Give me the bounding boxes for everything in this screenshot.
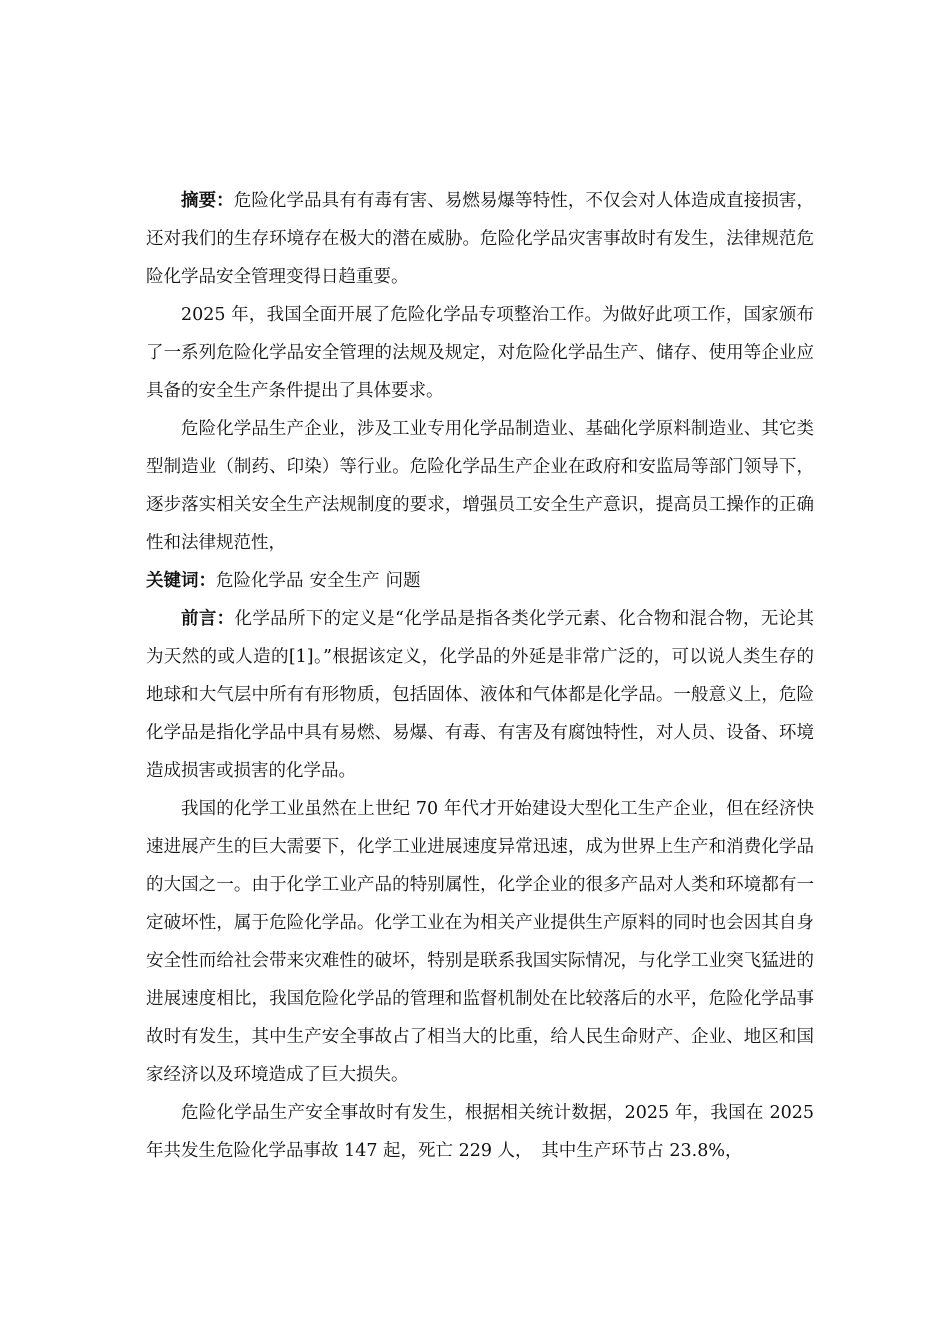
keywords-label: 关键词： <box>146 571 216 591</box>
keyword-item: 问题 <box>385 571 421 591</box>
preface-text: 化学品所下的定义是“化学品是指各类化学元素、化合物和混合物，无论其为天然的或人造的[1]。”根据该定义，化学品的外延是非常广泛的，可以说人类生存的地球和大气层中所有有形物质，包括固体、液体和气体都是化学品。一般意义上，危险化学品是指化学品中具有易燃、易爆、有毒、有害及有腐蚀特性，对人员、设备、环境造成损害或损害的化学品。 <box>146 609 815 781</box>
paragraph-enterprise: 危险化学品生产企业，涉及工业专用化学品制造业、基础化学原料制造业、其它类型制造业（制药、印染）等行业。危险化学品生产企业在政府和安监局等部门领导下，逐步落实相关安全生产法规制度的要求，增强员工安全生产意识，提高员工操作的正确性和法律规范性， <box>146 419 814 553</box>
paragraph-2025: 2025 年，我国全面开展了危险化学品专项整治工作。为做好此项工作，国家颁布了一系列危险化学品安全管理的法规及规定，对危险化学品生产、储存、使用等企业应具备的安全生产条件提出了具体要求。 <box>146 305 814 401</box>
keyword-item: 安全生产 <box>309 571 380 591</box>
preface-paragraph <box>146 600 814 790</box>
abstract-text: 危险化学品具有有毒有害、易燃易爆等特性，不仅会对人体造成直接损害，还对我们的生存环境存在极大的潜在威胁。危险化学品灾害事故时有发生，法律规范危险化学品安全管理变得日趋重要。 <box>146 191 815 287</box>
abstract-paragraph <box>146 182 814 296</box>
keyword-item: 危险化学品 <box>216 571 304 591</box>
paragraph-statistics: 危险化学品生产安全事故时有发生，根据相关统计数据，2025 年，我国在 2025 年共发生危险化学品事故 147 起，死亡 229 人， 其中生产环节占 23.8%， <box>146 1103 814 1161</box>
preface-label: 前言： <box>181 609 235 629</box>
document-page <box>146 182 814 1170</box>
paragraph-industry: 我国的化学工业虽然在上世纪 70 年代才开始建设大型化工生产企业，但在经济快速进展产生的巨大需要下，化学工业进展速度异常迅速，成为世界上生产和消费化学品的大国之一。由于化学工业产品的特别属性，化学企业的很多产品对人类和环境都有一定破坏性，属于危险化学品。化学工业在为相关产业提供生产原料的同时也会因其自身安全性而给社会带来灾难性的破坏，特别是联系我国实际情况，与化学工业突飞猛进的进展速度相比，我国危险化学品的管理和监督机制处在比较落后的水平，危险化学品事故时有发生，其中生产安全事故占了相当大的比重，给人民生命财产、企业、地区和国家经济以及环境造成了巨大损失。 <box>146 799 814 1085</box>
abstract-label: 摘要： <box>181 191 234 211</box>
keywords-line <box>146 562 814 600</box>
